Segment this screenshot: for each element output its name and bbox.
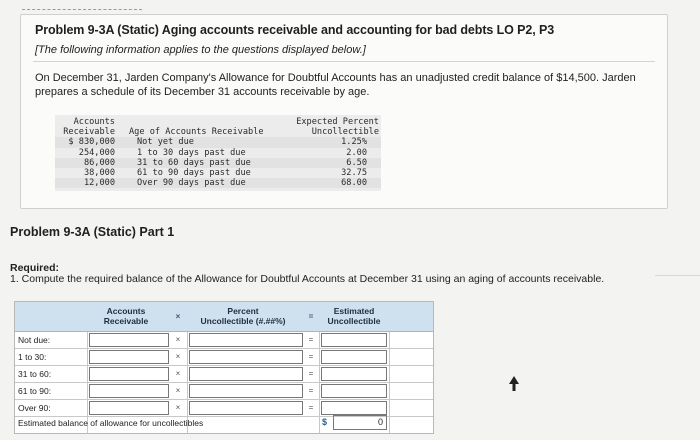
part-title: Problem 9-3A (Static) Part 1 [10,225,175,239]
row-label: 61 to 90: [18,386,52,396]
table-row [15,366,433,383]
estimated-input[interactable] [321,333,387,347]
times-operator: × [175,403,181,412]
info-note: [The following information applies to the questions displayed below.] [35,44,366,56]
percent-input[interactable] [189,350,303,364]
answer-grid [14,301,434,434]
divider [655,275,700,276]
equals-operator: = [308,312,314,321]
schedule-pct-value: 2.00 [346,147,367,158]
row-label: Not due: [18,335,51,345]
estimated-input[interactable] [321,401,387,415]
header-accounts-receivable [87,306,165,326]
times-operator: × [175,386,181,395]
equals-operator: = [308,369,314,378]
schedule-age-value: 31 to 60 days past due [137,157,251,168]
row-label: 1 to 30: [18,352,47,362]
schedule-header-age: Age of Accounts Receivable [129,127,264,138]
times-operator: × [175,352,181,361]
schedule-age-value: 61 to 90 days past due [137,168,251,179]
header-pct-line2: Uncollectible (#.##%) [200,316,286,326]
aging-schedule [55,115,381,191]
problem-intro: On December 31, Jarden Company's Allowance for Doubtful Accounts has an unadjusted credit balance of $14,500. Jarden prepares a schedule of its December 31 accounts receivable by age. [35,72,636,98]
schedule-header-pct-1: Expected Percent [296,117,379,127]
schedule-header-ar-2: Receivable [63,127,115,138]
schedule-age-column [129,117,279,188]
schedule-pct-value: 68.00 [341,178,367,189]
schedule-ar-value: $ 830,000 [68,137,115,148]
total-label: Estimated balance of allowance for uncollectibles [18,418,204,428]
schedule-header-pct-2: Uncollectible [311,127,379,138]
accounts-receivable-input[interactable] [89,367,169,381]
estimated-input[interactable] [321,384,387,398]
table-row [15,349,433,366]
divider [33,61,655,62]
percent-input[interactable] [189,401,303,415]
schedule-header-ar-1: Accounts [73,117,115,127]
equals-operator: = [308,335,314,344]
header-estimated-uncollectible [319,306,389,326]
schedule-age-value: Over 90 days past due [137,178,246,189]
question-text: 1. Compute the required balance of the Allowance for Doubtful Accounts at December 31 using an aging of accounts receivable. [10,273,605,285]
percent-input[interactable] [189,367,303,381]
row-label: Over 90: [18,403,51,413]
currency-symbol: $ [322,417,328,427]
schedule-pct-value: 1.25% [341,137,367,148]
accounts-receivable-input[interactable] [89,401,169,415]
schedule-age-value: 1 to 30 days past due [137,147,246,158]
schedule-pct-value: 32.75 [341,168,367,179]
percent-input[interactable] [189,384,303,398]
schedule-ar-value: 86,000 [83,157,115,168]
header-est-line2: Uncollectible [327,316,381,326]
schedule-ar-value: 254,000 [78,147,115,158]
table-row [15,332,433,349]
row-label: 31 to 60: [18,369,52,379]
equals-operator: = [308,403,314,412]
header-ar-line2: Receivable [103,316,149,326]
header-pct-line1: Percent [227,306,259,316]
grid-header [15,302,433,332]
header-percent-uncollectible [187,306,299,326]
top-dashed-rule [22,9,142,10]
header-est-line1: Estimated [333,306,375,316]
table-row [15,383,433,400]
times-operator: × [175,369,181,378]
estimated-input[interactable] [321,367,387,381]
accounts-receivable-input[interactable] [89,333,169,347]
required-label: Required: [10,262,60,274]
header-ar-line1: Accounts [106,306,146,316]
percent-input[interactable] [189,333,303,347]
accounts-receivable-input[interactable] [89,350,169,364]
times-operator: × [175,312,181,321]
schedule-pct-value: 6.50 [346,157,367,168]
problem-title: Problem 9-3A (Static) Aging accounts receivable and accounting for bad debts LO P2, P3 [35,23,555,37]
schedule-ar-value: 38,000 [83,168,115,179]
total-estimated-field: 0 [333,415,387,430]
equals-operator: = [308,352,314,361]
times-operator: × [175,335,181,344]
mouse-cursor-icon [508,376,520,392]
schedule-age-value: Not yet due [137,137,194,148]
schedule-ar-value: 12,000 [83,178,115,189]
equals-operator: = [308,386,314,395]
problem-info-panel [20,14,668,209]
schedule-ar-column [57,117,115,188]
estimated-input[interactable] [321,350,387,364]
accounts-receivable-input[interactable] [89,384,169,398]
schedule-pct-column [287,117,379,188]
